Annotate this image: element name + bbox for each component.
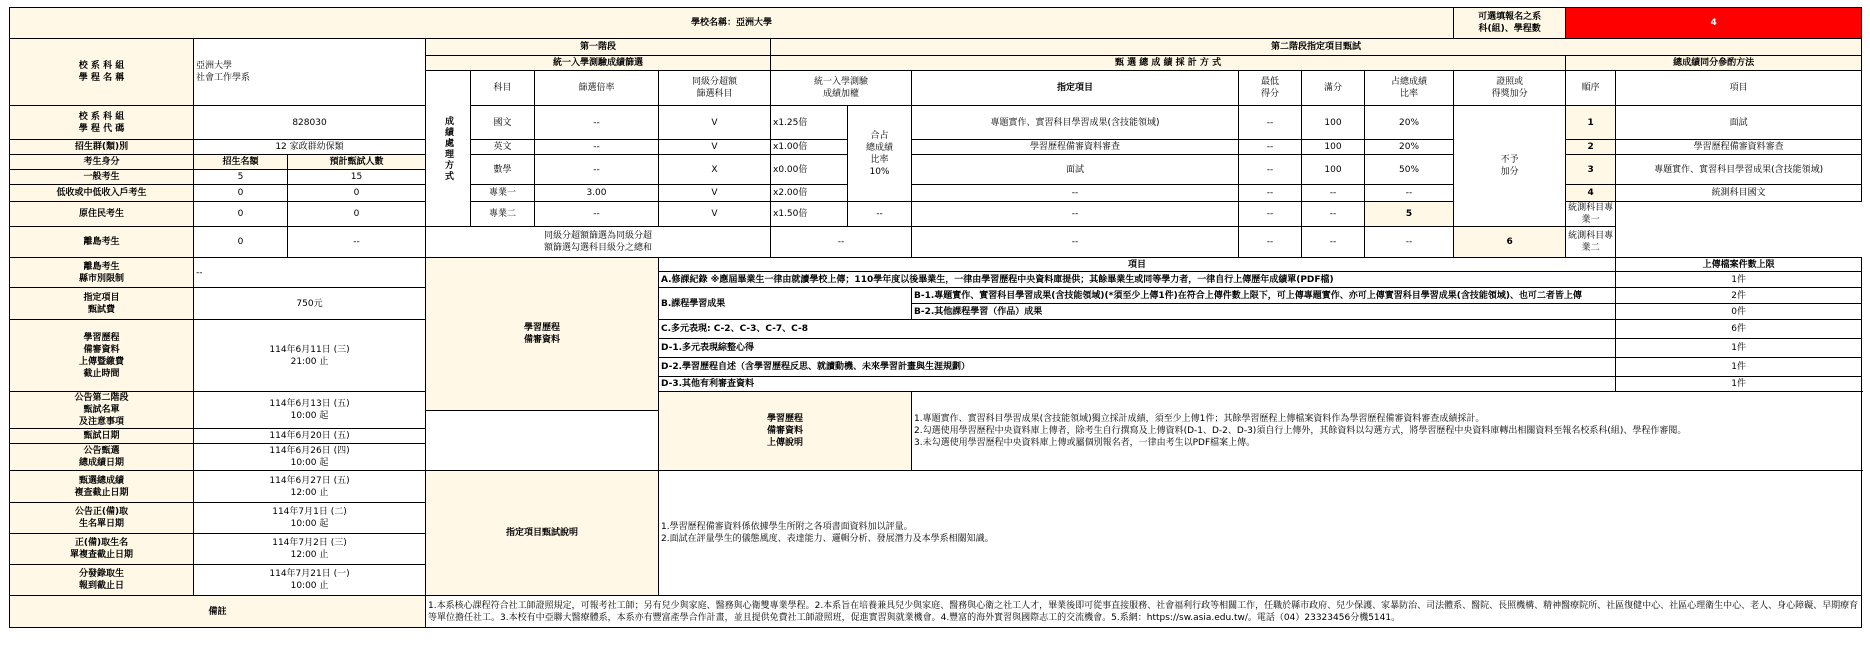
quota: 5 [194, 170, 288, 185]
code-label: 校 系 科 組 學 程 代 碼 [10, 106, 194, 140]
subject: 專業一 [471, 185, 535, 202]
deadline-value: 114年6月20日 (五) [194, 429, 426, 444]
overflow: V [659, 202, 771, 227]
group-value: 12 家政群幼保類 [194, 140, 426, 155]
portfolio-d1-limit: 1件 [1616, 339, 1862, 358]
full-score: -- [1302, 185, 1365, 202]
quota-header: 招生名額 [194, 155, 288, 170]
dept-name-value: 亞洲大學 社會工作學系 [194, 39, 426, 106]
tie-item: 學習歷程備審資料審查 [1616, 140, 1862, 155]
item: 專題實作、實習科目學習成果(含技能領域) [912, 106, 1239, 140]
weight: x1.25倍 [771, 106, 848, 140]
deadline-value: 114年7月2日 (三) 12:00 止 [194, 534, 426, 565]
ratio: -- [535, 202, 659, 227]
deadline-label: 甄試日期 [10, 429, 194, 444]
full-score: 100 [1302, 155, 1365, 185]
expected: -- [288, 227, 426, 258]
dept-name-label: 校 系 科 組 學 程 名 稱 [10, 39, 194, 106]
min-score: -- [912, 202, 1239, 227]
ratio: -- [535, 140, 659, 155]
score-ratio: -- [1365, 227, 1454, 258]
weight: x2.00倍 [771, 185, 848, 202]
portfolio-d2: D-2.學習歷程自述（含學習歷程反思、就讀動機、未來學習計畫與生涯規劃） [659, 358, 1616, 377]
deadline-value: 114年6月11日 (三) 21:00 止 [194, 320, 426, 392]
tie-order: 1 [1566, 106, 1616, 140]
min-score: -- [1239, 155, 1302, 185]
overflow: X [659, 155, 771, 185]
portfolio-label: 學習歷程 備審資料 [426, 258, 659, 411]
expected: 0 [288, 202, 426, 227]
portfolio-col-limit: 上傳檔案件數上限 [1616, 258, 1862, 272]
subject: 國文 [471, 106, 535, 140]
deadline-label: 公告第二階段 甄試名單 及注意事項 [10, 392, 194, 429]
col-min: 最低 得分 [1239, 71, 1302, 106]
item: -- [912, 227, 1239, 258]
identity-row-label: 低收或中低收入戶考生 [10, 185, 194, 202]
weight: x0.00倍 [771, 155, 848, 185]
col-order: 順序 [1566, 71, 1616, 106]
deadline-value: 114年6月13日 (五) 10:00 起 [194, 392, 426, 429]
weight: x1.00倍 [771, 140, 848, 155]
col-ratio-total: 占總成績 比率 [1365, 71, 1454, 106]
col-weight: 統一入學測驗 成績加權 [771, 71, 912, 106]
portfolio-b1: B-1.專題實作、實習科目學習成果(含技能領域)(*須至少上傳1件)在符合上傳件數上限下，可上傳專題實作、亦可上傳實習科目學習成果(含技能領域)、也可二者皆上傳 [912, 288, 1616, 304]
item: -- [848, 202, 912, 227]
expected: 0 [288, 185, 426, 202]
col-tie-item: 項目 [1616, 71, 1862, 106]
expected-header: 預計甄試人數 [288, 155, 426, 170]
col-subject: 科目 [471, 71, 535, 106]
portfolio-b2-limit: 0件 [1616, 304, 1862, 320]
identity-row-label: 一般考生 [10, 170, 194, 185]
fee-value: 750元 [194, 288, 426, 320]
tie-item: 統測科目專業一 [1566, 202, 1616, 227]
min-score: -- [1239, 140, 1302, 155]
overflow-note: 同級分超額篩選為同級分超 額篩選勾選科目級分之總和 [426, 227, 771, 258]
full-score: 100 [1302, 140, 1365, 155]
remarks-text: 1.本系核心課程符合社工師證照規定，可報考社工師；另有兒少與家庭、醫務與心衛雙專業學程。2.本系旨在培養兼具兒少與家庭、醫務與心衛之社工人才，畢業後即可從事直接服務、社會福利行政等相關工作，任職於縣市政府、兒少保護、家暴防治、司法體系、醫院、長照機構、精神醫療院所、社區復健中心、社區心理衛生中心、老人、身心障礙、早期療育等單位擔任社工。3.本校有中亞聯大醫療體系，本系亦有豐富產學合作計畫，並且提供免費社工師證照班，促進實習與就業機會。4.豐富的海外實習與國際志工的交流機會。5.系網：https://sw.asia.edu.tw/。電話（04）23323456分機5141。 [426, 596, 1862, 628]
choice-count-label: 可選填報名之系 科(組)、學程數 [1454, 8, 1566, 39]
min-score: -- [1239, 227, 1302, 258]
identity-row-label: 原住民考生 [10, 202, 194, 227]
score-ratio: 20% [1365, 140, 1454, 155]
bonus-value: 不予 加分 [1454, 106, 1566, 227]
col-full: 滿分 [1302, 71, 1365, 106]
ratio: -- [535, 155, 659, 185]
overflow: V [659, 106, 771, 140]
choice-count-value: 4 [1566, 8, 1862, 39]
portfolio-d3-limit: 1件 [1616, 377, 1862, 392]
portfolio-b1-limit: 2件 [1616, 288, 1862, 304]
score-ratio: -- [1365, 185, 1454, 202]
stage1-title: 第一階段 [426, 39, 771, 56]
portfolio-a: A.修課紀錄 ※應屆畢業生一律由就讀學校上傳；110學年度以後畢業生，一律由學習歷程中央資料庫提供；其餘畢業生或同等學力者，一律自行上傳歷年成績單(PDF檔) [659, 272, 1616, 288]
col-overflow: 同級分超額 篩選科目 [659, 71, 771, 106]
island-limit-label: 離島考生 縣市別限制 [10, 258, 194, 288]
portfolio-a-limit: 1件 [1616, 272, 1862, 288]
min-score: -- [1239, 106, 1302, 140]
score-ratio: 20% [1365, 106, 1454, 140]
stage2-title: 第二階段指定項目甄試 [771, 39, 1862, 56]
fee-label: 指定項目 甄試費 [10, 288, 194, 320]
identity-label: 考生身分 [10, 155, 194, 170]
score-ratio: -- [1302, 202, 1365, 227]
col-item: 指定項目 [912, 71, 1239, 106]
quota: 0 [194, 227, 288, 258]
portfolio-d2-limit: 1件 [1616, 358, 1862, 377]
score-method-label: 成績處理方式 [426, 71, 471, 227]
deadline-label: 公告正(備)取 生名單日期 [10, 503, 194, 534]
tie-order: 4 [1566, 185, 1616, 202]
ratio: -- [535, 106, 659, 140]
deadline-value: 114年7月1日 (二) 10:00 起 [194, 503, 426, 534]
expected: 15 [288, 170, 426, 185]
identity-row-label: 離島考生 [10, 227, 194, 258]
item: 學習歷程備審資料審查 [912, 140, 1239, 155]
island-limit-value: -- [194, 258, 426, 288]
stage1-subtitle: 統一入學測驗成績篩選 [426, 56, 771, 71]
subject: 英文 [471, 140, 535, 155]
deadline-label: 分發錄取生 報到截止日 [10, 565, 194, 596]
tie-item: 專題實作、實習科目學習成果(含技能領域) [1616, 155, 1862, 185]
ratio: 3.00 [535, 185, 659, 202]
tie-title: 總成績同分參酌方法 [1566, 56, 1862, 71]
deadline-label: 公告甄選 總成績日期 [10, 444, 194, 471]
portfolio-b2: B-2.其他課程學習（作品）成果 [912, 304, 1616, 320]
item: 面試 [912, 155, 1239, 185]
min-score: -- [1239, 185, 1302, 202]
exam-note-label: 指定項目甄試說明 [426, 471, 659, 596]
portfolio-d3: D-3.其他有利審查資料 [659, 377, 1616, 392]
deadline-value: 114年7月21日 (一) 10:00 止 [194, 565, 426, 596]
tie-item: 統測科目國文 [1616, 185, 1862, 202]
portfolio-col-item: 項目 [659, 258, 1616, 272]
deadline-label: 學習歷程 備審資料 上傳暨繳費 截止時間 [10, 320, 194, 392]
item: -- [912, 185, 1239, 202]
quota: 0 [194, 185, 288, 202]
upload-note-label: 學習歷程 備審資料 上傳說明 [659, 392, 912, 471]
tie-item: 統測科目專業二 [1566, 227, 1616, 258]
tie-item: 面試 [1616, 106, 1862, 140]
deadline-value: 114年6月26日 (四) 10:00 起 [194, 444, 426, 471]
overflow: V [659, 140, 771, 155]
portfolio-d1: D-1.多元表現綜整心得 [659, 339, 1616, 358]
score-ratio: 50% [1365, 155, 1454, 185]
exam-note-text: 1.學習歷程備審資料係依據學生所附之各項書面資料加以評量。 2.面試在評量學生的儀態風度、表達能力、邏輯分析、發展潛力及本學系相關知識。 [659, 471, 1862, 596]
quota: 0 [194, 202, 288, 227]
subject: 專業二 [471, 202, 535, 227]
weight: -- [771, 227, 912, 258]
stage2-subtitle: 甄 選 總 成 績 採 計 方 式 [771, 56, 1566, 71]
portfolio-c: C.多元表現: C-2、C-3、C-7、C-8 [659, 320, 1616, 339]
portfolio-b: B.課程學習成果 [659, 288, 912, 320]
tie-order: 3 [1566, 155, 1616, 185]
overflow: V [659, 185, 771, 202]
code-value: 828030 [194, 106, 426, 140]
remarks-label: 備註 [10, 596, 426, 628]
admission-table [9, 7, 1862, 628]
tie-order: 6 [1454, 227, 1566, 258]
group-label: 招生群(類)別 [10, 140, 194, 155]
full-score: -- [1239, 202, 1302, 227]
deadline-label: 甄選總成績 複查截止日期 [10, 471, 194, 503]
weight: x1.50倍 [771, 202, 848, 227]
full-score: -- [1302, 227, 1365, 258]
tie-order: 5 [1365, 202, 1454, 227]
deadline-label: 正(備)取生名 單複查截止日期 [10, 534, 194, 565]
deadline-value: 114年6月27日 (五) 12:00 止 [194, 471, 426, 503]
tie-order: 2 [1566, 140, 1616, 155]
portfolio-c-limit: 6件 [1616, 320, 1862, 339]
subject: 數學 [471, 155, 535, 185]
full-score: 100 [1302, 106, 1365, 140]
merged-ratio: 合占 總成績 比率 10% [848, 106, 912, 202]
school-name: 學校名稱：亞洲大學 [10, 8, 1454, 39]
col-bonus: 證照或 得獎加分 [1454, 71, 1566, 106]
col-ratio: 篩選倍率 [535, 71, 659, 106]
upload-note-text: 1.專題實作、實習科目學習成果(含技能領域)獨立採計成績，須至少上傳1件；其餘學習歷程上傳檔案資料作為學習歷程備審資料審查成績採計。 2.勾選使用學習歷程中央資料庫上傳者，除考生自行撰寫及上傳資料(D-1、D-2、D-3)須自行上傳外，其餘資料以勾選方式，將學習歷程中央資料庫轉出相關資料至報名校系科(組)、學程作審閱。 3.未勾選使用學習歷程中央資料庫上傳或屬個別報名者，一律由考生以PDF檔案上傳。 [912, 392, 1862, 471]
